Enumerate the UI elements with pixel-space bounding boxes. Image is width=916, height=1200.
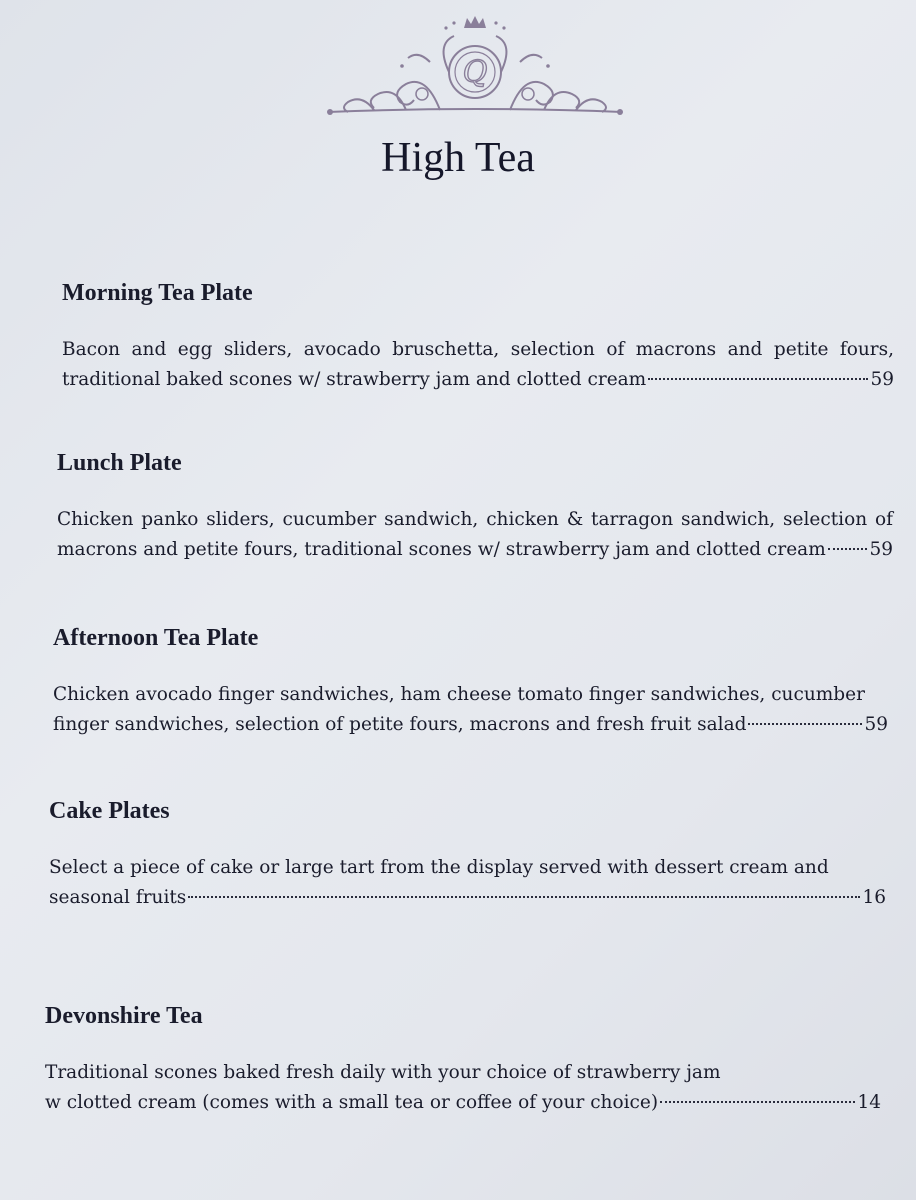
dot-leader xyxy=(660,1101,855,1103)
item-price: 14 xyxy=(857,1092,881,1113)
item-price: 59 xyxy=(870,369,894,390)
item-price: 16 xyxy=(862,887,886,908)
item-name: Morning Tea Plate xyxy=(62,280,253,306)
item-description xyxy=(45,1058,881,1118)
description-line: macrons and petite fours, traditional scones w/ strawberry jam and clotted cream xyxy=(57,539,826,560)
description-line: traditional baked scones w/ strawberry jam and clotted cream xyxy=(62,369,647,390)
description-line: Bacon and egg sliders, avocado bruschetta, selection of macrons and petite fours, xyxy=(62,339,894,360)
item-price: 59 xyxy=(869,539,893,560)
description-line: finger sandwiches, selection of petite fours, macrons and fresh fruit salad xyxy=(53,714,747,735)
item-name: Cake Plates xyxy=(49,798,170,824)
menu-item-afternoon-tea-plate xyxy=(53,625,888,740)
item-description xyxy=(49,853,886,913)
description-line: w clotted cream (comes with a small tea or coffee of your choice) xyxy=(45,1092,659,1113)
dot-leader xyxy=(648,378,868,380)
item-price: 59 xyxy=(864,714,888,735)
page-title: High Tea xyxy=(381,135,535,181)
menu-item-cake-plates xyxy=(49,798,886,913)
menu-item-morning-tea-plate xyxy=(62,280,894,395)
dot-leader xyxy=(748,723,862,725)
item-name: Afternoon Tea Plate xyxy=(53,625,259,651)
description-line: Traditional scones baked fresh daily with your choice of strawberry jam xyxy=(45,1062,721,1083)
item-name: Lunch Plate xyxy=(57,450,182,476)
menu-item-lunch-plate xyxy=(57,450,893,565)
dot-leader xyxy=(188,896,860,898)
svg-text:Q: Q xyxy=(462,55,488,90)
description-line: seasonal fruits xyxy=(49,887,187,908)
description-line: Chicken avocado finger sandwiches, ham cheese tomato finger sandwiches, cucumber xyxy=(53,684,865,705)
item-description xyxy=(62,335,894,395)
description-line: Chicken panko sliders, cucumber sandwich, chicken & tarragon sandwich, selection of xyxy=(57,509,893,530)
q-crest-logo-icon xyxy=(326,14,624,120)
item-description xyxy=(57,505,893,565)
item-description xyxy=(53,680,888,740)
dot-leader xyxy=(828,548,868,550)
description-line: Select a piece of cake or large tart from the display served with dessert cream and xyxy=(49,857,829,878)
item-name: Devonshire Tea xyxy=(45,1003,203,1029)
menu-item-devonshire-tea xyxy=(45,1003,881,1118)
